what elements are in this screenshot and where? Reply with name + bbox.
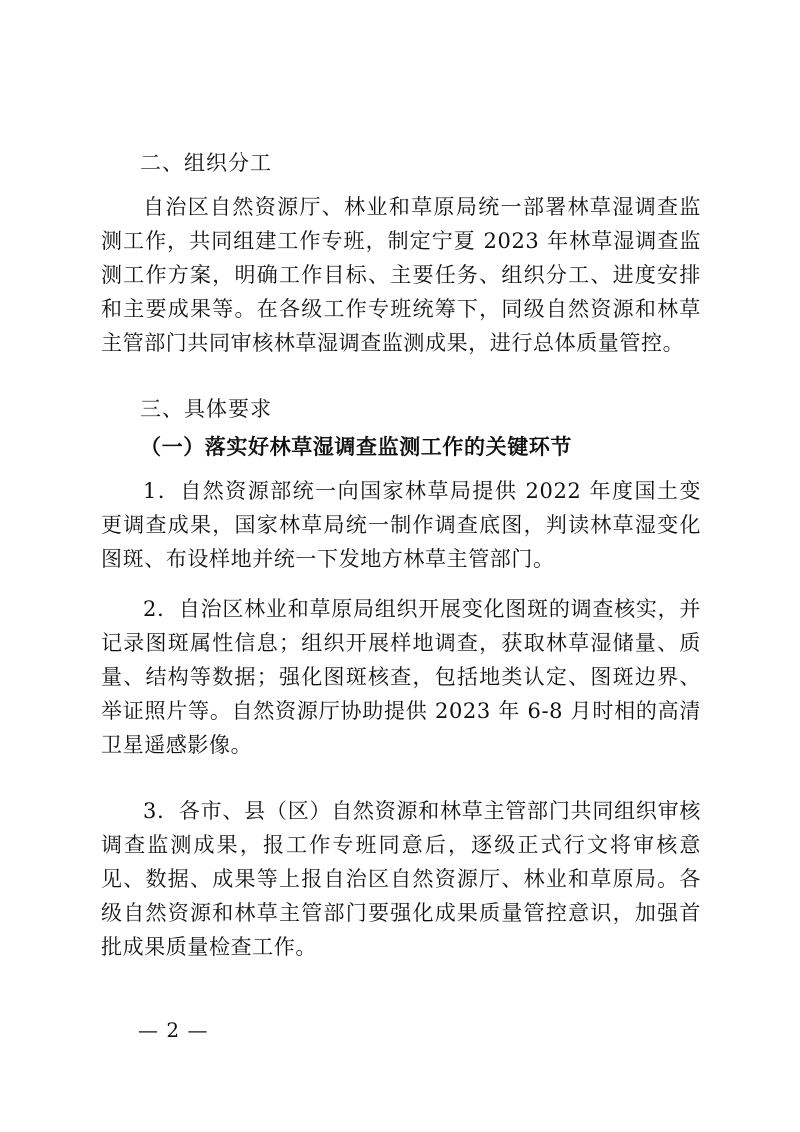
section-two-heading: 二、组织分工: [140, 151, 272, 175]
page-number: — 2 —: [138, 1018, 209, 1042]
list-item-1: 1．自然资源部统一向国家林草局提供 2022 年度国土变更调查成果，国家林草局统一制作调查底图，判读林草湿变化图斑、布设样地并统一下发地方林草主管部门。: [101, 479, 701, 571]
list-item-2: 2．自治区林业和草原局组织开展变化图斑的调查核实，并记录图斑属性信息；组织开展样地调查，获取林草湿储量、质量、结构等数据；强化图斑核查，包括地类认定、图斑边界、举证照片等。自然资源厅协助提供 2023 年 6-8 月时相的高清卫星遥感影像。: [101, 597, 701, 757]
section-three-heading: 三、具体要求: [140, 397, 272, 421]
list-item-3: 3．各市、县（区）自然资源和林草主管部门共同组织审核调查监测成果，报工作专班同意后，逐级正式行文将审核意见、数据、成果等上报自治区自然资源厅、林业和草原局。各级自然资源和林草主管部门要强化成果质量管控意识，加强首批成果质量检查工作。: [101, 799, 701, 959]
subsection-one-heading: （一）落实好林草湿调查监测工作的关键环节: [140, 434, 572, 459]
section-two-paragraph: 自治区自然资源厅、林业和草原局统一部署林草湿调查监测工作，共同组建工作专班，制定宁夏 2023 年林草湿调查监测工作方案，明确工作目标、主要任务、组织分工、进度安排和主要成果等。在各级工作专班统筹下，同级自然资源和林草主管部门共同审核林草湿调查监测成果，进行总体质量管控。: [101, 195, 701, 355]
